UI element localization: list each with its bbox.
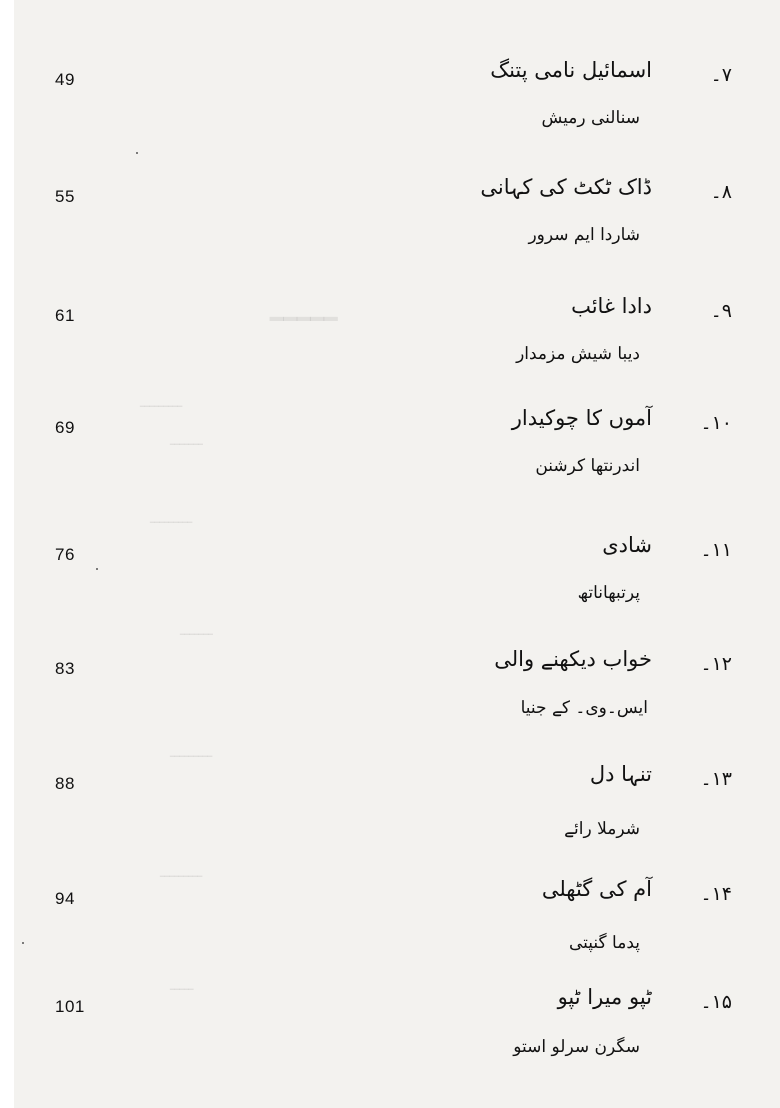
entry-index: ۷۔ <box>710 64 732 86</box>
story-title: خواب دیکھنے والی <box>494 647 652 671</box>
page-number: 88 <box>55 774 75 793</box>
show-through-heading: ـــــ <box>270 278 338 332</box>
story-title: اسمائیل نامی پتنگ <box>490 58 652 82</box>
story-author: اندرنتھا کرشنن <box>535 456 640 476</box>
show-through-line: ـــــــ <box>180 620 213 639</box>
entry-index: ۱۳۔ <box>700 768 732 790</box>
story-author: سگرن سرلو استو <box>513 1037 640 1057</box>
page-number: 76 <box>55 545 75 564</box>
story-author: دیبا شیش مزمدار <box>516 344 640 364</box>
entry-index: ۱۰۔ <box>700 412 732 434</box>
entry-index: ۱۴۔ <box>700 883 732 905</box>
page-number: 94 <box>55 889 75 908</box>
story-title: ڈاک ٹکٹ کی کہانی <box>480 175 652 199</box>
story-author: شاردا ایم سرور <box>528 225 640 245</box>
story-title: ٹپو میرا ٹپو <box>557 985 652 1009</box>
page-number: 61 <box>55 306 75 325</box>
toc-entry <box>0 175 780 297</box>
page-number: 49 <box>55 70 75 89</box>
show-through-line: ـــــــ <box>170 430 203 449</box>
toc-entry <box>0 406 780 528</box>
toc-entry <box>0 533 780 655</box>
toc-entry <box>0 58 780 180</box>
show-through-line: ـــــ <box>170 975 194 994</box>
story-author: پرتبھاناتھ <box>577 583 640 603</box>
entry-index: ۹۔ <box>710 300 732 322</box>
entry-index: ۸۔ <box>710 181 732 203</box>
show-through-line: ـــــــــ <box>170 742 213 761</box>
story-title: شادی <box>602 533 652 557</box>
show-through-line: ـــــــــ <box>150 508 193 527</box>
story-author: ایس۔وی۔ کے جنیا <box>520 698 648 718</box>
entry-index: ۱۲۔ <box>700 653 732 675</box>
story-title: آموں کا چوکیدار <box>511 406 652 430</box>
story-title: آم کی گٹھلی <box>541 877 652 901</box>
entry-index: ۱۱۔ <box>700 539 732 561</box>
page-number: 55 <box>55 187 75 206</box>
story-author: شرملا رائے <box>564 819 640 839</box>
toc-entry <box>0 647 780 769</box>
show-through-line: ـــــــــ <box>140 392 183 411</box>
entry-index: ۱۵۔ <box>700 991 732 1013</box>
toc-entry <box>0 877 780 999</box>
toc-entry <box>0 985 780 1107</box>
page-number: 69 <box>55 418 75 437</box>
story-author: سنالنی رمیش <box>541 108 640 128</box>
page-number: 83 <box>55 659 75 678</box>
toc-entry <box>0 762 780 884</box>
story-title: تنہا دل <box>589 762 652 786</box>
page-number: 101 <box>55 997 85 1016</box>
story-author: پدما گنپتی <box>569 933 640 953</box>
story-title: دادا غائب <box>571 294 652 318</box>
show-through-line: ـــــــــ <box>160 862 203 881</box>
